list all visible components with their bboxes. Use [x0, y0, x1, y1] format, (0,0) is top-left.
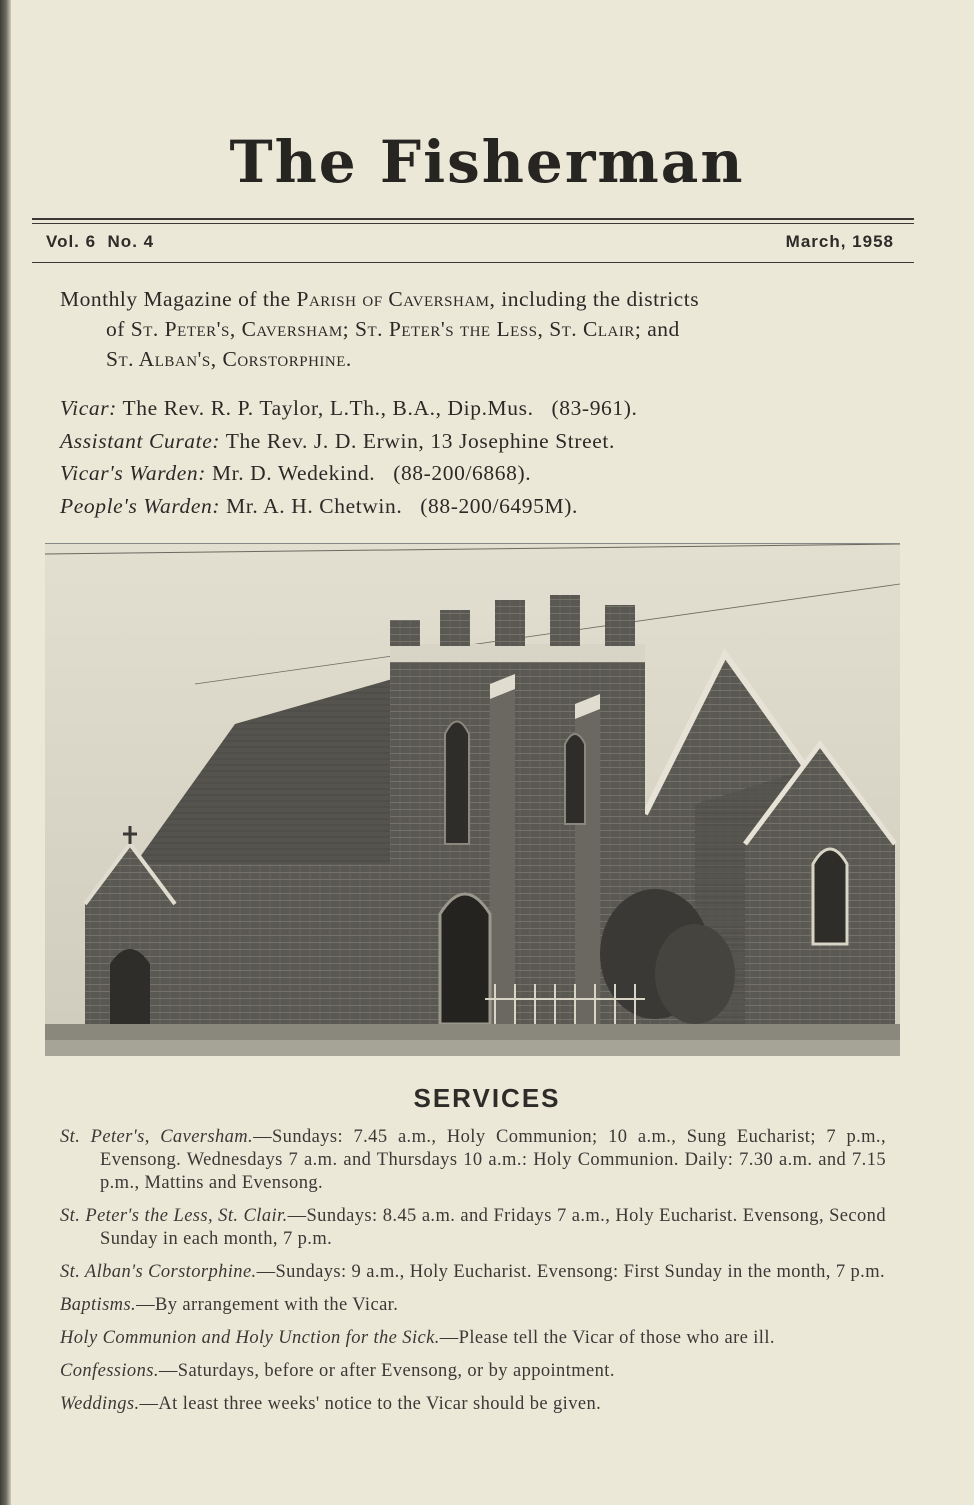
issue-volume: Vol. 6 No. 4 — [46, 232, 155, 251]
service-title: Confessions. — [60, 1361, 159, 1381]
officers-list — [60, 392, 890, 522]
officer-details: Mr. A. H. Chetwin. (88-200/6495M). — [220, 493, 578, 518]
tower-window — [445, 722, 469, 845]
district-names: St. Peter's, Caversham; St. Peter's the Less, St. Clair; — [130, 317, 642, 341]
intro-line-3 — [60, 344, 890, 374]
services-list — [60, 1126, 886, 1426]
intro-paragraph — [60, 284, 890, 374]
service-entry — [60, 1294, 886, 1317]
intro-line-1 — [60, 284, 890, 314]
officer-role: Vicar: — [60, 396, 117, 420]
service-entry — [60, 1327, 886, 1350]
intro-line-2 — [60, 314, 890, 344]
gothic-window — [813, 849, 847, 944]
header-rule-top — [32, 218, 914, 220]
officer-role: Vicar's Warden: — [60, 461, 206, 485]
service-entry — [60, 1393, 886, 1416]
service-title: Weddings. — [60, 1394, 140, 1414]
officer-role: Assistant Curate: — [60, 428, 221, 453]
service-entry — [60, 1205, 886, 1251]
tower-door — [440, 894, 490, 1024]
service-details: —Please tell the Vicar of those who are ill. — [439, 1328, 775, 1348]
officer-row — [60, 392, 890, 425]
service-details: —Sundays: 9 a.m., Holy Eucharist. Evensong: First Sunday in the month, 7 p.m. — [256, 1262, 886, 1282]
intro-text: , including the districts — [489, 287, 700, 311]
officer-row — [60, 457, 890, 490]
officer-details: Mr. D. Wedekind. (88-200/6868). — [205, 461, 532, 485]
intro-text: and — [641, 317, 680, 341]
service-entry — [60, 1261, 886, 1284]
officer-role: People's Warden: — [60, 493, 221, 518]
service-title: Baptisms. — [60, 1295, 137, 1315]
intro-text: Monthly Magazine of the — [60, 287, 297, 311]
issue-date: March, 1958 — [785, 232, 894, 251]
header-rule-top-thin — [32, 223, 914, 224]
officer-row — [60, 425, 890, 458]
officer-details: The Rev. R. P. Taylor, L.Th., B.A., Dip.Mus. (83-961). — [116, 396, 638, 420]
header-rule-bottom — [32, 262, 914, 263]
officer-row — [60, 490, 890, 523]
service-details: —At least three weeks' notice to the Vicar should be given. — [139, 1394, 602, 1414]
church-photo — [45, 543, 900, 1056]
masthead-title: The Fisherman — [229, 128, 745, 196]
service-title: St. Peter's, Caversham. — [60, 1127, 254, 1147]
intro-text: of — [106, 317, 131, 341]
service-details: —Saturdays, before or after Evensong, or by appointment. — [158, 1361, 615, 1381]
service-title: St. Alban's Corstorphine. — [60, 1262, 257, 1282]
service-details: —Sundays: 7.45 a.m., Holy Communion; 10 a.m., Sung Eucharist; 7 p.m., Evensong. Wednesdays 7 a.m. and Thursdays 10 a.m.: Holy Communion. Daily: 7.30 a.m. and 7.15 p.m., Mattins and Evensong. — [100, 1127, 886, 1193]
service-entry — [60, 1126, 886, 1195]
officer-details: The Rev. J. D. Erwin, 13 Josephine Street. — [220, 428, 615, 453]
services-heading: SERVICES — [413, 1083, 561, 1113]
service-title: St. Peter's the Less, St. Clair. — [60, 1206, 288, 1226]
parish-name: Parish of Caversham — [296, 287, 490, 311]
service-details: —Sundays: 8.45 a.m. and Fridays 7 a.m., Holy Eucharist. Evensong, Second Sunday in each month, 7 p.m. — [100, 1206, 886, 1249]
service-title: Holy Communion and Holy Unction for the Sick. — [60, 1328, 440, 1348]
district-names: St. Alban's, Corstorphine. — [106, 347, 352, 371]
service-entry — [60, 1360, 886, 1383]
service-details: —By arrangement with the Vicar. — [136, 1295, 399, 1315]
